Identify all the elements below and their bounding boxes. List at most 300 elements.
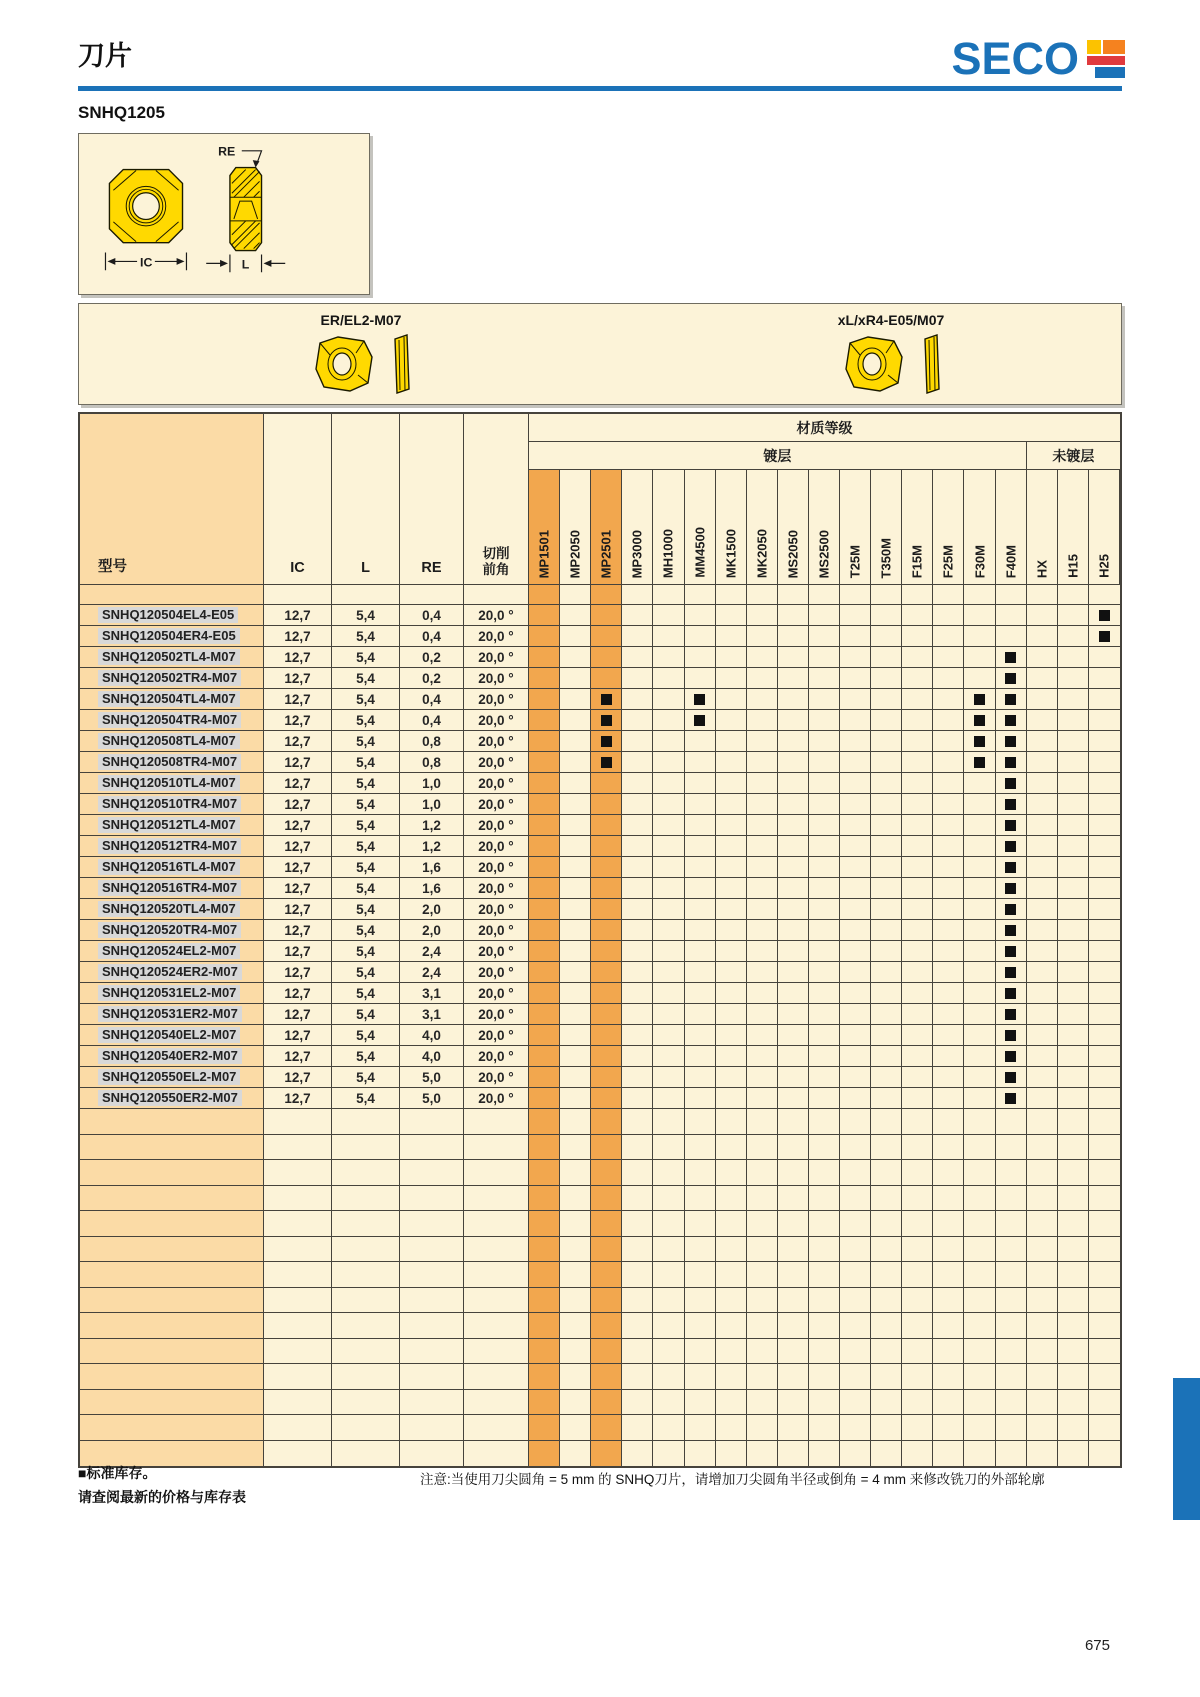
grade-cell-t350m	[871, 1211, 902, 1236]
re-cell	[400, 1135, 464, 1160]
grade-cell-mk1500	[716, 1441, 747, 1467]
grade-cell-f30m	[964, 1067, 995, 1087]
ic-cell	[264, 1364, 332, 1389]
grade-cell-ms2050	[778, 752, 809, 772]
grade-cell-ms2050	[778, 920, 809, 940]
grade-cell-t25m	[840, 962, 871, 982]
model-label: SNHQ120512TL4-M07	[98, 817, 240, 833]
ic-dimension-label: IC	[140, 255, 153, 270]
grade-cell-mp2050	[560, 731, 591, 751]
grade-header-ms2050: MS2050	[778, 470, 809, 584]
l-cell: 5,4	[332, 626, 400, 646]
rake-cell: 20,0 °	[464, 920, 529, 940]
ic-cell: 12,7	[264, 647, 332, 667]
grade-cell-mk2050	[747, 668, 778, 688]
grade-cell-mp3000	[622, 794, 653, 814]
grade-cell-f40m	[996, 1109, 1027, 1134]
ic-cell: 12,7	[264, 668, 332, 688]
grade-cell-mp2050	[560, 815, 591, 835]
grade-cell-t25m	[840, 668, 871, 688]
grade-cell-hx	[1027, 1441, 1058, 1467]
ic-cell: 12,7	[264, 962, 332, 982]
grade-cell-ms2500	[809, 1390, 840, 1415]
grade-cell-mp1501	[529, 836, 560, 856]
grade-cell-mp2501	[591, 647, 622, 667]
stock-mark	[601, 757, 612, 768]
l-cell: 5,4	[332, 1088, 400, 1108]
grade-cell-mk2050	[747, 1415, 778, 1440]
grade-cell-h15	[1058, 605, 1089, 625]
grade-cell-t350m	[871, 983, 902, 1003]
grade-cell-t25m	[840, 1415, 871, 1440]
grade-cell-mp3000	[622, 878, 653, 898]
grade-cell-ms2500	[809, 585, 840, 604]
grade-cell-mp2501	[591, 1046, 622, 1066]
grade-cell-mp1501	[529, 731, 560, 751]
grade-cell-mp3000	[622, 899, 653, 919]
grade-cell-f15m	[902, 710, 933, 730]
grade-cell-h15	[1058, 1004, 1089, 1024]
grade-cell-mh1000	[653, 1067, 684, 1087]
l-cell	[332, 1211, 400, 1236]
grade-cell-f15m	[902, 1415, 933, 1440]
grade-cell-f15m	[902, 815, 933, 835]
grade-cell-t350m	[871, 1135, 902, 1160]
l-cell	[332, 1237, 400, 1262]
seco-logo-text: SECO	[951, 33, 1079, 84]
grade-cell-mh1000	[653, 1339, 684, 1364]
grade-cell-mm4500	[685, 836, 716, 856]
grade-cell-hx	[1027, 1160, 1058, 1185]
model-cell	[80, 1390, 264, 1415]
grade-cell-f30m	[964, 794, 995, 814]
model-cell	[80, 1364, 264, 1389]
grade-cell-ms2500	[809, 1288, 840, 1313]
grade-cell-f15m	[902, 1046, 933, 1066]
stock-mark	[601, 694, 612, 705]
rake-cell: 20,0 °	[464, 773, 529, 793]
grade-cell-f30m	[964, 752, 995, 772]
grade-cell-h25	[1089, 1025, 1120, 1045]
grade-cell-mp3000	[622, 1186, 653, 1211]
grade-cell-mp1501	[529, 1415, 560, 1440]
stock-mark	[1005, 1051, 1016, 1062]
grade-cell-mp1501	[529, 605, 560, 625]
grade-cell-mp3000	[622, 752, 653, 772]
grade-cell-h15	[1058, 815, 1089, 835]
grade-cell-f15m	[902, 1288, 933, 1313]
l-cell: 5,4	[332, 1067, 400, 1087]
grade-cell-mp2050	[560, 1441, 591, 1467]
re-cell: 0,8	[400, 731, 464, 751]
grade-cell-mp2501	[591, 1262, 622, 1287]
grade-header-mk2050: MK2050	[747, 470, 778, 584]
grade-cell-f15m	[902, 1339, 933, 1364]
table-row	[80, 1088, 1120, 1109]
stock-mark	[1099, 631, 1110, 642]
grade-cell-mh1000	[653, 899, 684, 919]
grade-cell-h25	[1089, 752, 1120, 772]
grade-cell-mk2050	[747, 941, 778, 961]
grade-cell-ms2050	[778, 836, 809, 856]
grade-cell-f30m	[964, 626, 995, 646]
page-title: 刀片	[78, 41, 132, 71]
grade-cell-h15	[1058, 1160, 1089, 1185]
grade-cell-f40m	[996, 605, 1027, 625]
rake-cell: 20,0 °	[464, 899, 529, 919]
grade-cell-mp2050	[560, 1067, 591, 1087]
table-row	[80, 836, 1120, 857]
grade-cell-mk1500	[716, 920, 747, 940]
l-cell	[332, 1262, 400, 1287]
grade-cell-mp2501	[591, 1390, 622, 1415]
model-cell	[80, 1415, 264, 1440]
grade-cell-mm4500	[685, 1160, 716, 1185]
stock-mark	[974, 757, 985, 768]
grade-cell-mp1501	[529, 1441, 560, 1467]
grade-cell-mp3000	[622, 1313, 653, 1338]
table-row	[80, 1025, 1120, 1046]
grade-cell-mh1000	[653, 585, 684, 604]
grade-cell-f40m	[996, 1364, 1027, 1389]
grade-cell-mp2501	[591, 1109, 622, 1134]
grade-cell-f40m	[996, 1067, 1027, 1087]
insert-diagram-panel	[78, 133, 370, 295]
grade-cell-f25m	[933, 626, 964, 646]
grade-cell-f40m	[996, 1339, 1027, 1364]
grade-cell-t25m	[840, 1025, 871, 1045]
grade-cell-f40m	[996, 1313, 1027, 1338]
grade-cell-t350m	[871, 1046, 902, 1066]
grade-cell-t25m	[840, 1046, 871, 1066]
grade-cell-ms2500	[809, 605, 840, 625]
ic-cell	[264, 1415, 332, 1440]
ic-cell: 12,7	[264, 836, 332, 856]
ic-cell: 12,7	[264, 878, 332, 898]
table-row-empty	[80, 585, 1120, 605]
grade-cell-t25m	[840, 626, 871, 646]
grade-cell-f30m	[964, 983, 995, 1003]
stock-mark	[1005, 883, 1016, 894]
grade-cell-mh1000	[653, 647, 684, 667]
grade-cell-mk1500	[716, 1067, 747, 1087]
l-cell: 5,4	[332, 941, 400, 961]
model-label: SNHQ120508TL4-M07	[98, 733, 240, 749]
grade-cell-mh1000	[653, 1004, 684, 1024]
stock-mark	[974, 694, 985, 705]
grade-cell-hx	[1027, 585, 1058, 604]
model-cell	[80, 815, 264, 835]
stock-mark	[1005, 820, 1016, 831]
grade-cell-mp2050	[560, 983, 591, 1003]
grade-cell-mp1501	[529, 647, 560, 667]
grade-cell-mp2501	[591, 920, 622, 940]
stock-mark	[974, 736, 985, 747]
grade-cell-mp2050	[560, 647, 591, 667]
insert-center-hole	[133, 193, 160, 220]
grade-cell-t25m	[840, 1339, 871, 1364]
grade-cell-t25m	[840, 773, 871, 793]
grade-cell-f15m	[902, 626, 933, 646]
grade-cell-f40m	[996, 731, 1027, 751]
grade-cell-ms2500	[809, 1339, 840, 1364]
grade-cell-f15m	[902, 773, 933, 793]
ic-cell	[264, 1441, 332, 1467]
grade-cell-mp3000	[622, 1211, 653, 1236]
grade-cell-t350m	[871, 920, 902, 940]
grade-cell-mk2050	[747, 794, 778, 814]
logo-blue-square	[1095, 67, 1125, 78]
grade-header-mm4500: MM4500	[685, 470, 716, 584]
grade-cell-mk1500	[716, 647, 747, 667]
grade-cell-mh1000	[653, 1390, 684, 1415]
grade-cell-ms2050	[778, 1339, 809, 1364]
grade-cell-hx	[1027, 1067, 1058, 1087]
grade-cell-mh1000	[653, 836, 684, 856]
grade-cell-mm4500	[685, 1262, 716, 1287]
l-cell	[332, 1415, 400, 1440]
grade-cell-f30m	[964, 836, 995, 856]
grade-cell-mp1501	[529, 1004, 560, 1024]
grade-cell-hx	[1027, 1237, 1058, 1262]
grade-cell-t350m	[871, 626, 902, 646]
coated-group-header: 镀层	[529, 442, 1027, 470]
l-cell: 5,4	[332, 710, 400, 730]
model-cell	[80, 752, 264, 772]
re-column-header	[400, 414, 464, 584]
ic-cell	[264, 1339, 332, 1364]
grade-cell-mp3000	[622, 773, 653, 793]
grade-cell-mm4500	[685, 731, 716, 751]
grade-cell-ms2500	[809, 1364, 840, 1389]
table-row-empty	[80, 1109, 1120, 1135]
grade-cell-ms2500	[809, 878, 840, 898]
re-header-label: RE	[421, 560, 442, 576]
grade-cell-hx	[1027, 1186, 1058, 1211]
model-label: SNHQ120504ER4-E05	[98, 628, 240, 644]
grade-cell-ms2050	[778, 1186, 809, 1211]
grade-cell-mp2050	[560, 1237, 591, 1262]
grade-cell-mp1501	[529, 689, 560, 709]
grade-cell-mh1000	[653, 1441, 684, 1467]
stock-mark	[1005, 694, 1016, 705]
model-cell	[80, 668, 264, 688]
rake-cell: 20,0 °	[464, 752, 529, 772]
grade-cell-hx	[1027, 710, 1058, 730]
grade-cell-ms2050	[778, 773, 809, 793]
re-cell	[400, 585, 464, 604]
l-header-label: L	[361, 560, 370, 576]
grade-cell-t350m	[871, 1339, 902, 1364]
re-cell: 1,2	[400, 815, 464, 835]
grade-cell-f40m	[996, 710, 1027, 730]
rake-header-label: 切削 前角	[482, 546, 510, 578]
grade-cell-f25m	[933, 1237, 964, 1262]
grade-header-mh1000: MH1000	[653, 470, 684, 584]
insert-side-icon	[919, 333, 943, 395]
grade-cell-f25m	[933, 1186, 964, 1211]
grade-cell-mm4500	[685, 1364, 716, 1389]
grade-cell-ms2050	[778, 1211, 809, 1236]
grade-cell-mp2050	[560, 1135, 591, 1160]
grade-cell-mp2050	[560, 605, 591, 625]
grade-cell-f30m	[964, 1211, 995, 1236]
l-cell	[332, 1390, 400, 1415]
ic-cell: 12,7	[264, 794, 332, 814]
grade-cell-f15m	[902, 857, 933, 877]
table-row	[80, 857, 1120, 878]
model-cell	[80, 941, 264, 961]
grade-cell-ms2050	[778, 1109, 809, 1134]
rake-cell	[464, 585, 529, 604]
re-cell: 4,0	[400, 1046, 464, 1066]
grade-cell-mk1500	[716, 1390, 747, 1415]
grade-cell-ms2050	[778, 962, 809, 982]
model-label: SNHQ120508TR4-M07	[98, 754, 241, 770]
re-cell: 2,4	[400, 941, 464, 961]
grade-cell-mh1000	[653, 1109, 684, 1134]
grade-cell-f25m	[933, 1067, 964, 1087]
grade-cell-ms2050	[778, 1046, 809, 1066]
grade-cell-h15	[1058, 1088, 1089, 1108]
l-cell	[332, 1109, 400, 1134]
table-row-empty	[80, 1160, 1120, 1186]
grade-cell-t350m	[871, 1088, 902, 1108]
grade-cell-h25	[1089, 794, 1120, 814]
model-label: SNHQ120550ER2-M07	[98, 1090, 242, 1106]
standard-stock-legend: ■标准库存。	[78, 1465, 157, 1481]
grade-cell-mp3000	[622, 1004, 653, 1024]
model-label: SNHQ120524ER2-M07	[98, 964, 242, 980]
re-cell	[400, 1262, 464, 1287]
header-divider	[78, 86, 1122, 91]
model-label: SNHQ120550EL2-M07	[98, 1069, 240, 1085]
grade-cell-hx	[1027, 1415, 1058, 1440]
stock-mark	[1099, 610, 1110, 621]
rake-cell: 20,0 °	[464, 710, 529, 730]
ic-cell	[264, 1313, 332, 1338]
grade-cell-mk1500	[716, 668, 747, 688]
grade-cell-mp2501	[591, 836, 622, 856]
grade-cell-mk1500	[716, 1046, 747, 1066]
grade-cell-mp1501	[529, 1390, 560, 1415]
grade-cell-mk2050	[747, 1186, 778, 1211]
grade-cell-mp2501	[591, 668, 622, 688]
grade-cell-mk2050	[747, 836, 778, 856]
grade-cell-h15	[1058, 920, 1089, 940]
grade-cell-mp2501	[591, 857, 622, 877]
grade-cell-mp3000	[622, 1046, 653, 1066]
ic-cell: 12,7	[264, 710, 332, 730]
grade-cell-h15	[1058, 941, 1089, 961]
stock-mark	[1005, 1093, 1016, 1104]
grade-cell-t350m	[871, 794, 902, 814]
grade-cell-mh1000	[653, 1262, 684, 1287]
insert-front-icon	[840, 333, 906, 395]
grade-header-f15m: F15M	[902, 470, 933, 584]
grade-cell-f30m	[964, 1415, 995, 1440]
stock-mark	[1005, 862, 1016, 873]
grade-cell-t25m	[840, 899, 871, 919]
grade-cell-f15m	[902, 1088, 933, 1108]
model-cell	[80, 1262, 264, 1287]
l-cell	[332, 1313, 400, 1338]
grade-cell-hx	[1027, 1262, 1058, 1287]
grade-cell-mk2050	[747, 1160, 778, 1185]
grade-cell-mp3000	[622, 1339, 653, 1364]
grade-cell-mm4500	[685, 899, 716, 919]
grade-cell-f40m	[996, 983, 1027, 1003]
grade-cell-mk1500	[716, 1339, 747, 1364]
grade-cell-mp3000	[622, 1262, 653, 1287]
ic-cell	[264, 585, 332, 604]
grade-cell-mh1000	[653, 1160, 684, 1185]
grade-cell-h15	[1058, 794, 1089, 814]
table-row-empty	[80, 1390, 1120, 1416]
grade-cell-f25m	[933, 1441, 964, 1467]
grade-cell-mp2050	[560, 962, 591, 982]
grade-cell-mp3000	[622, 815, 653, 835]
grade-cell-mp2501	[591, 752, 622, 772]
grade-cell-mk2050	[747, 1025, 778, 1045]
grade-cell-h25	[1089, 962, 1120, 982]
model-cell	[80, 626, 264, 646]
grade-cell-mp1501	[529, 1025, 560, 1045]
grade-cell-h25	[1089, 585, 1120, 604]
model-cell	[80, 857, 264, 877]
grade-cell-mp2501	[591, 1441, 622, 1467]
grade-cell-f25m	[933, 1046, 964, 1066]
grade-cell-mp1501	[529, 983, 560, 1003]
grade-cell-ms2050	[778, 1088, 809, 1108]
grade-cell-ms2500	[809, 1160, 840, 1185]
grade-cell-h15	[1058, 1211, 1089, 1236]
stock-mark	[1005, 1072, 1016, 1083]
grade-cell-hx	[1027, 1390, 1058, 1415]
grade-cell-mm4500	[685, 815, 716, 835]
grade-cell-t25m	[840, 836, 871, 856]
rake-cell: 20,0 °	[464, 1067, 529, 1087]
grade-cell-f40m	[996, 1211, 1027, 1236]
grade-cell-mm4500	[685, 1441, 716, 1467]
grade-cell-t25m	[840, 920, 871, 940]
grade-cell-mh1000	[653, 1415, 684, 1440]
rake-cell: 20,0 °	[464, 605, 529, 625]
grade-cell-t350m	[871, 1004, 902, 1024]
grade-cell-hx	[1027, 962, 1058, 982]
grade-cell-mm4500	[685, 1211, 716, 1236]
grade-cell-ms2500	[809, 647, 840, 667]
grade-cell-f15m	[902, 794, 933, 814]
grade-cell-mk1500	[716, 1211, 747, 1236]
grade-cell-f40m	[996, 836, 1027, 856]
grade-cell-ms2050	[778, 710, 809, 730]
grade-cell-ms2050	[778, 1390, 809, 1415]
grade-cell-t25m	[840, 1237, 871, 1262]
variant-label: xL/xR4-E05/M07	[837, 312, 945, 328]
grade-cell-h25	[1089, 1339, 1120, 1364]
grade-cell-mh1000	[653, 1186, 684, 1211]
grade-cell-mp1501	[529, 941, 560, 961]
grade-cell-mp3000	[622, 1160, 653, 1185]
l-cell	[332, 1186, 400, 1211]
grade-cell-h25	[1089, 1088, 1120, 1108]
grade-cell-hx	[1027, 836, 1058, 856]
table-row	[80, 920, 1120, 941]
l-cell: 5,4	[332, 983, 400, 1003]
variant-insert-images	[226, 333, 496, 395]
grade-cell-mk2050	[747, 710, 778, 730]
